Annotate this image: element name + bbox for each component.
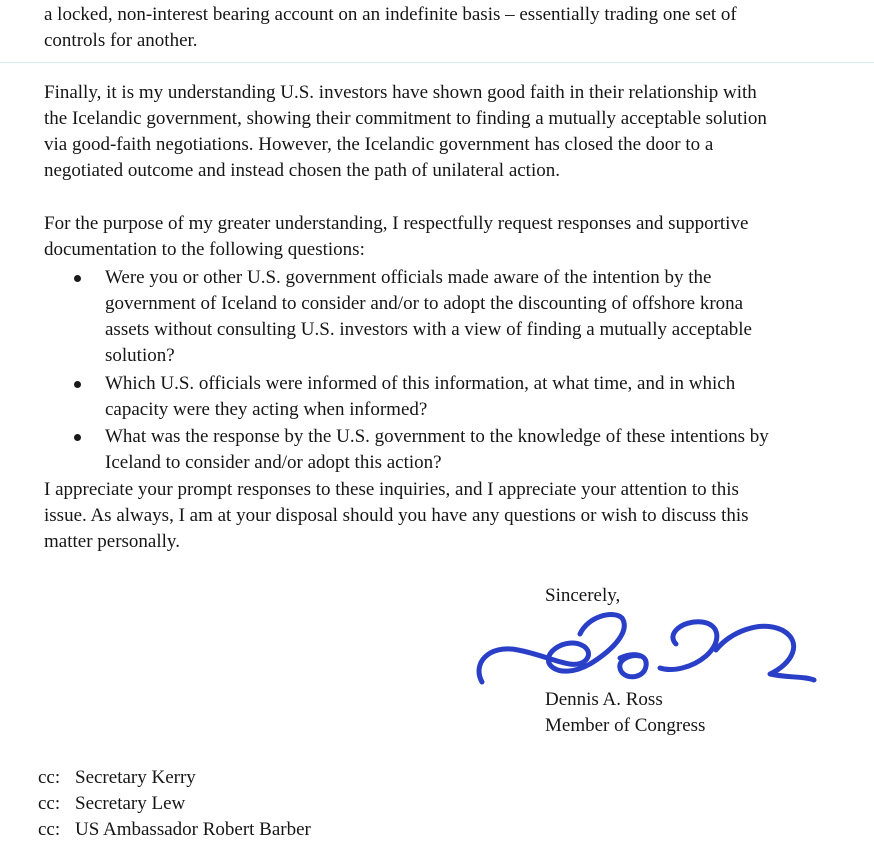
question-line: government of Iceland to consider and/or to adopt the discounting of offshore krona xyxy=(105,293,744,314)
paragraph-line: negotiated outcome and instead chosen the path of unilateral action. xyxy=(44,160,560,181)
paragraph-line: I appreciate your prompt responses to these inquiries, and I appreciate your attention to this xyxy=(44,479,739,500)
question-line: capacity were they acting when informed? xyxy=(105,399,428,420)
cc-recipient: US Ambassador Robert Barber xyxy=(75,819,311,840)
question-line: solution? xyxy=(105,345,175,366)
signer-name: Dennis A. Ross xyxy=(545,689,663,710)
cc-recipient: Secretary Kerry xyxy=(75,767,196,788)
paragraph-line: the Icelandic government, showing their commitment to finding a mutually acceptable solution xyxy=(44,108,767,129)
signer-title: Member of Congress xyxy=(545,715,706,736)
bullet-icon xyxy=(74,434,81,441)
bullet-icon xyxy=(74,275,81,282)
intro-line: a locked, non-interest bearing account on an indefinite basis – essentially trading one set of xyxy=(44,4,737,25)
intro-line: controls for another. xyxy=(44,30,198,51)
paragraph-line: For the purpose of my greater understanding, I respectfully request responses and supportive xyxy=(44,213,749,234)
salutation: Sincerely, xyxy=(545,585,621,606)
cc-prefix: cc: xyxy=(38,767,61,788)
cc-prefix: cc: xyxy=(38,819,61,840)
handwritten-signature xyxy=(470,594,820,690)
question-line: What was the response by the U.S. government to the knowledge of these intentions by xyxy=(105,426,769,447)
paragraph-line: documentation to the following questions: xyxy=(44,239,365,260)
page-fold-line xyxy=(0,62,874,63)
question-line: Iceland to consider and/or adopt this action? xyxy=(105,452,442,473)
paragraph-line: matter personally. xyxy=(44,531,180,552)
question-line: Were you or other U.S. government officials made aware of the intention by the xyxy=(105,267,712,288)
cc-recipient: Secretary Lew xyxy=(75,793,186,814)
bullet-icon xyxy=(74,381,81,388)
question-line: assets without consulting U.S. investors with a view of finding a mutually acceptable xyxy=(105,319,752,340)
paragraph-line: issue. As always, I am at your disposal should you have any questions or wish to discuss this xyxy=(44,505,749,526)
question-line: Which U.S. officials were informed of this information, at what time, and in which xyxy=(105,373,736,394)
cc-prefix: cc: xyxy=(38,793,61,814)
paragraph-line: Finally, it is my understanding U.S. investors have shown good faith in their relationship with xyxy=(44,82,757,103)
paragraph-line: via good-faith negotiations. However, the Icelandic government has closed the door to a xyxy=(44,134,714,155)
